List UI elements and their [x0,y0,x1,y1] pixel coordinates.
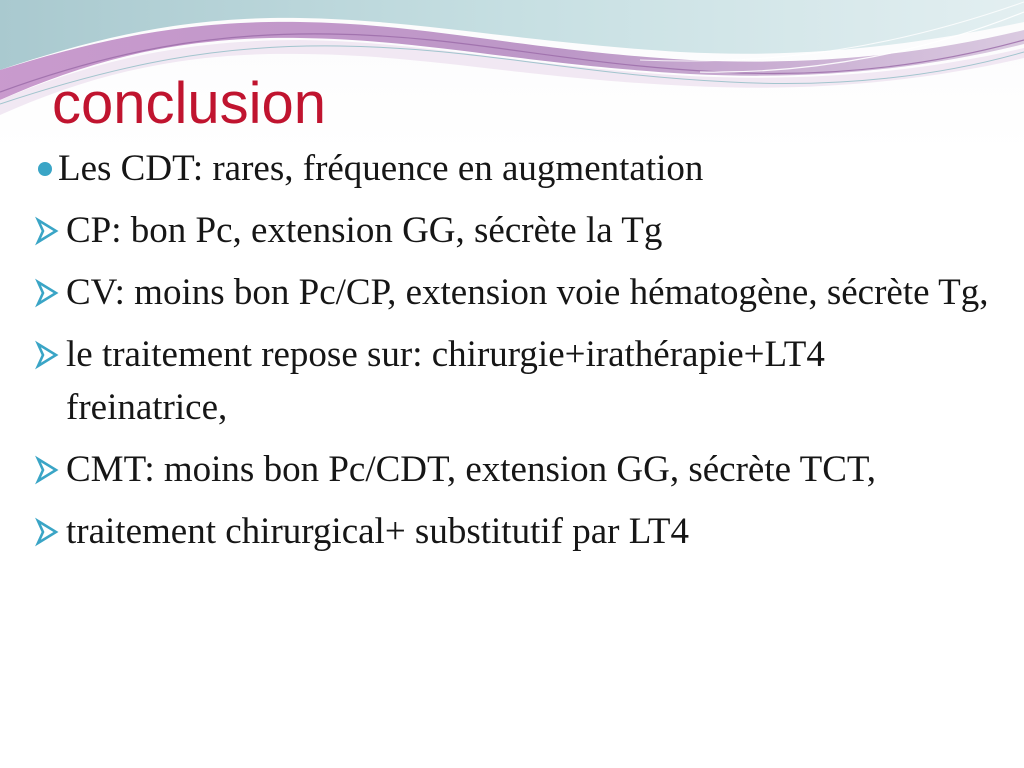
bullet-item [34,505,994,558]
arrow-bullet-icon [34,204,64,257]
dot-bullet-icon [38,162,52,176]
bullet-item [34,204,994,257]
bullet-text: Les CDT: rares, fréquence en augmentation [58,148,704,189]
bullet-text: CV: moins bon Pc/CP, extension voie hématogène, sécrète Tg, [66,272,989,313]
bullet-text: le traitement repose sur: chirurgie+irathérapie+LT4 freinatrice, [66,334,825,428]
bullet-text: CP: bon Pc, extension GG, sécrète la Tg [66,210,663,251]
bullet-item [34,142,994,195]
bullet-text: traitement chirurgical+ substitutif par LT4 [66,511,690,552]
slide-title: conclusion [52,71,327,136]
bullet-list [34,142,994,567]
bullet-item [34,443,994,496]
arrow-bullet-icon [34,505,64,558]
bullet-item [34,328,994,434]
bullet-item [34,266,994,319]
arrow-bullet-icon [34,443,64,496]
bullet-text: CMT: moins bon Pc/CDT, extension GG, sécrète TCT, [66,449,877,490]
arrow-bullet-icon [34,328,64,381]
arrow-bullet-icon [34,266,64,319]
